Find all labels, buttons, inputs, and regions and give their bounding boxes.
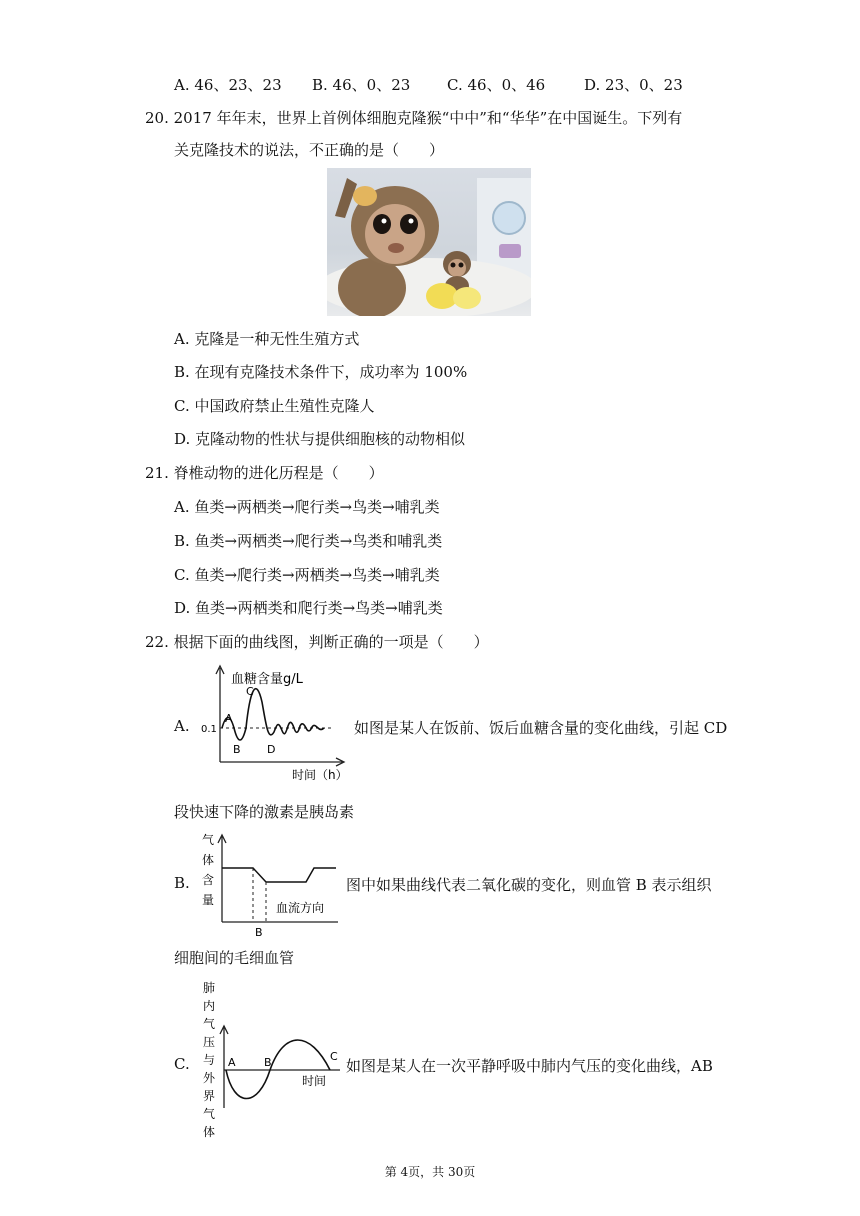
lung-y-label-5: 与: [203, 1053, 216, 1067]
q22-a-text: 如图是某人在饭前、饭后血糖含量的变化曲线，引起 CD: [354, 719, 728, 737]
lung-point-a: A: [228, 1056, 236, 1069]
blood-sugar-point-d: D: [267, 743, 276, 756]
lung-y-label-9: 体: [203, 1125, 216, 1139]
q22-stem: 22. 根据下面的曲线图，判断正确的一项是（ ）: [145, 633, 489, 651]
q22-c-text: 如图是某人在一次平静呼吸中肺内气压的变化曲线，AB: [346, 1057, 713, 1075]
q19-options: [174, 74, 734, 94]
q20-option-a: A. 克隆是一种无性生殖方式: [174, 330, 360, 348]
q21-option-b: B. 鱼类→两栖类→爬行类→鸟类和哺乳类: [174, 532, 443, 550]
lung-y-label-6: 外: [203, 1071, 216, 1085]
q19-option-b: B. 46、0、23: [312, 76, 411, 94]
blood-sugar-x-label: 时间（h）: [292, 768, 348, 782]
cloned-monkey-photo: [327, 168, 531, 316]
lung-x-label: 时间: [302, 1074, 327, 1088]
gas-y-label-2: 体: [202, 853, 215, 867]
q21-option-a: A. 鱼类→两栖类→爬行类→鸟类→哺乳类: [174, 498, 440, 516]
cloned-monkey-illustration: [327, 168, 531, 316]
q22-b-text: 图中如果曲线代表二氧化碳的变化，则血管 B 表示组织: [346, 876, 712, 894]
lung-y-label-3: 气: [203, 1017, 216, 1031]
q19-option-c: C. 46、0、46: [447, 76, 546, 94]
lung-y-label-1: 肺: [203, 981, 216, 995]
q20-option-b: B. 在现有克隆技术条件下，成功率为 100%: [174, 363, 468, 381]
gas-y-label-4: 量: [202, 893, 215, 907]
blood-sugar-point-a: A: [225, 712, 233, 725]
q20-stem-line2: 关克隆技术的说法，不正确的是（ ）: [174, 141, 445, 159]
page-footer: 第 4页，共 30页: [384, 1165, 476, 1179]
lung-point-b: B: [264, 1056, 272, 1069]
q21-option-c: C. 鱼类→爬行类→两栖类→鸟类→哺乳类: [174, 566, 440, 584]
q19-option-a: A. 46、23、23: [174, 76, 282, 94]
gas-content-graph: [198, 830, 348, 942]
q22-b-text2: 细胞间的毛细血管: [174, 949, 295, 967]
lung-point-c: C: [330, 1050, 338, 1063]
q20-stem-line1: 20. 2017 年年末，世界上首例体细胞克隆猴“中中”和“华华”在中国诞生。下列有: [145, 109, 683, 127]
lung-pressure-graph: [198, 978, 348, 1150]
blood-sugar-graph: [198, 662, 358, 784]
gas-y-label-3: 含: [202, 873, 215, 887]
q20-option-d: D. 克隆动物的性状与提供细胞核的动物相似: [174, 430, 466, 448]
blood-sugar-y-label: 血糖含量g/L: [231, 672, 303, 687]
gas-y-label-1: 气: [202, 833, 215, 847]
q21-stem: 21. 脊椎动物的进化历程是（ ）: [145, 464, 384, 482]
q22-a-label: A.: [174, 717, 190, 735]
lung-y-label-7: 界: [203, 1089, 216, 1103]
q22-b-label: B.: [174, 874, 190, 892]
blood-sugar-point-b: B: [233, 743, 241, 756]
blood-sugar-point-c: C: [246, 685, 254, 698]
blood-sugar-tick: 0.1: [201, 724, 217, 735]
lung-y-label-4: 压: [203, 1035, 216, 1049]
lung-y-label-2: 内: [203, 999, 216, 1013]
q21-option-d: D. 鱼类→两栖类和爬行类→鸟类→哺乳类: [174, 599, 443, 617]
gas-point-b: B: [255, 926, 263, 939]
q19-option-d: D. 23、0、23: [584, 76, 683, 94]
lung-y-label-8: 气: [203, 1107, 216, 1121]
q22-a-text2: 段快速下降的激素是胰岛素: [174, 803, 355, 821]
q20-option-c: C. 中国政府禁止生殖性克隆人: [174, 397, 375, 415]
gas-x-label: 血流方向: [276, 901, 325, 915]
q22-c-label: C.: [174, 1055, 190, 1073]
